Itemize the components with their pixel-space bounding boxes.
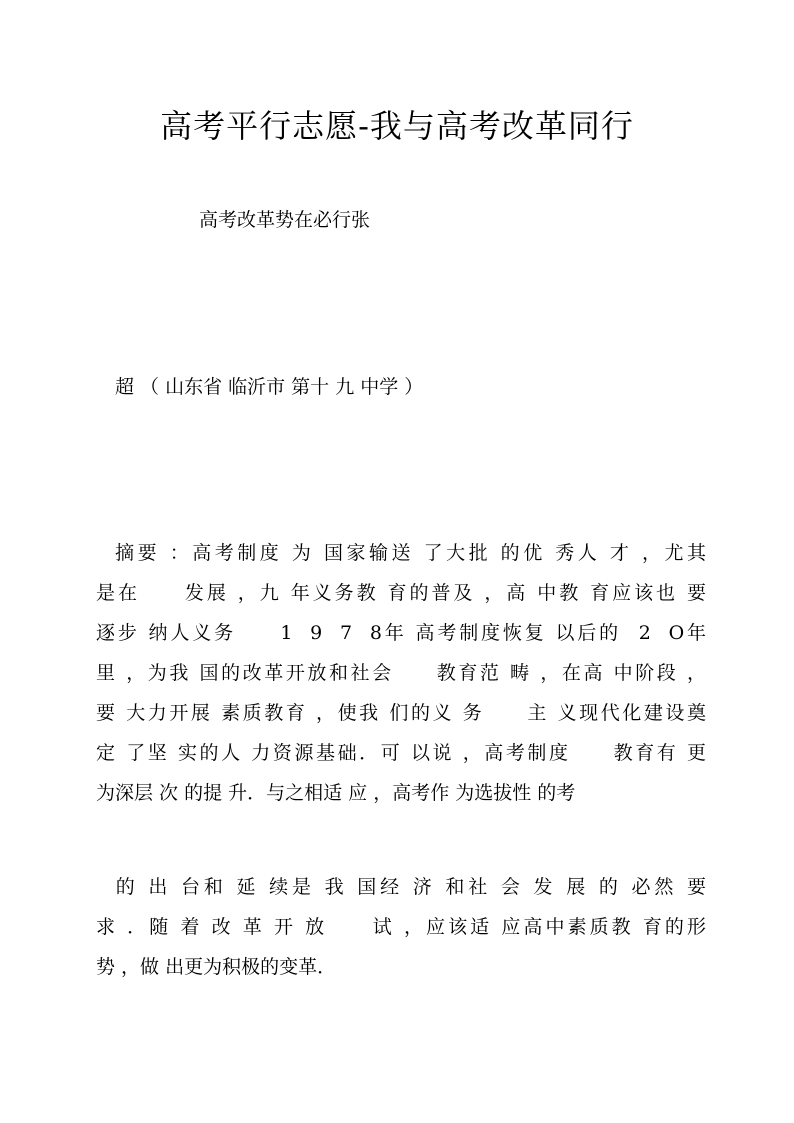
abstract-line: 为深层 次 的提 升．与之相适 应 ，高考作 为选拔性 的考 xyxy=(96,782,576,804)
body-line: 的 出 台和 延 续是 我 国经 济 和社 会 发 展 的 必然 要 xyxy=(96,876,706,898)
body-line: 势 ，做 出更为积极的变革． xyxy=(96,956,337,978)
abstract-line: 摘要 ：高考制度 为 国家输送 了大批 的优 秀人 才 ，尤其 xyxy=(96,542,706,564)
author-affiliation: 超 （ 山东省 临沂市 第十 九 中学 ） xyxy=(115,376,424,398)
abstract-line: 逐步 纳人义务 1 9 7 8年 高考制度恢复 以后的 2 O年 xyxy=(96,622,706,644)
document-subtitle: 高考改革势在必行张 xyxy=(199,209,371,231)
abstract-line: 里 ，为我 国的改革开放和社会 教育范 畴 ，在高 中阶段 ， xyxy=(96,662,706,684)
document-title: 高考平行志愿-我与高考改革同行 xyxy=(160,107,634,145)
abstract-line: 要 大力开展 素质教育 ，使我 们的义 务 主 义现代化建设奠 xyxy=(96,702,706,724)
abstract-line: 是在 发展 ，九 年义务教 育的普及 ，高 中教 育应该也 要 xyxy=(96,582,706,604)
abstract-paragraph xyxy=(96,540,706,820)
body-paragraph xyxy=(96,874,706,994)
abstract-line: 定 了坚 实的人 力资源基础．可 以说 ，高考制度 教育有 更 xyxy=(96,742,706,764)
body-line: 求 ．随 着 改 革 开 放 试 ，应该适 应高中素质教 育的形 xyxy=(96,916,706,938)
